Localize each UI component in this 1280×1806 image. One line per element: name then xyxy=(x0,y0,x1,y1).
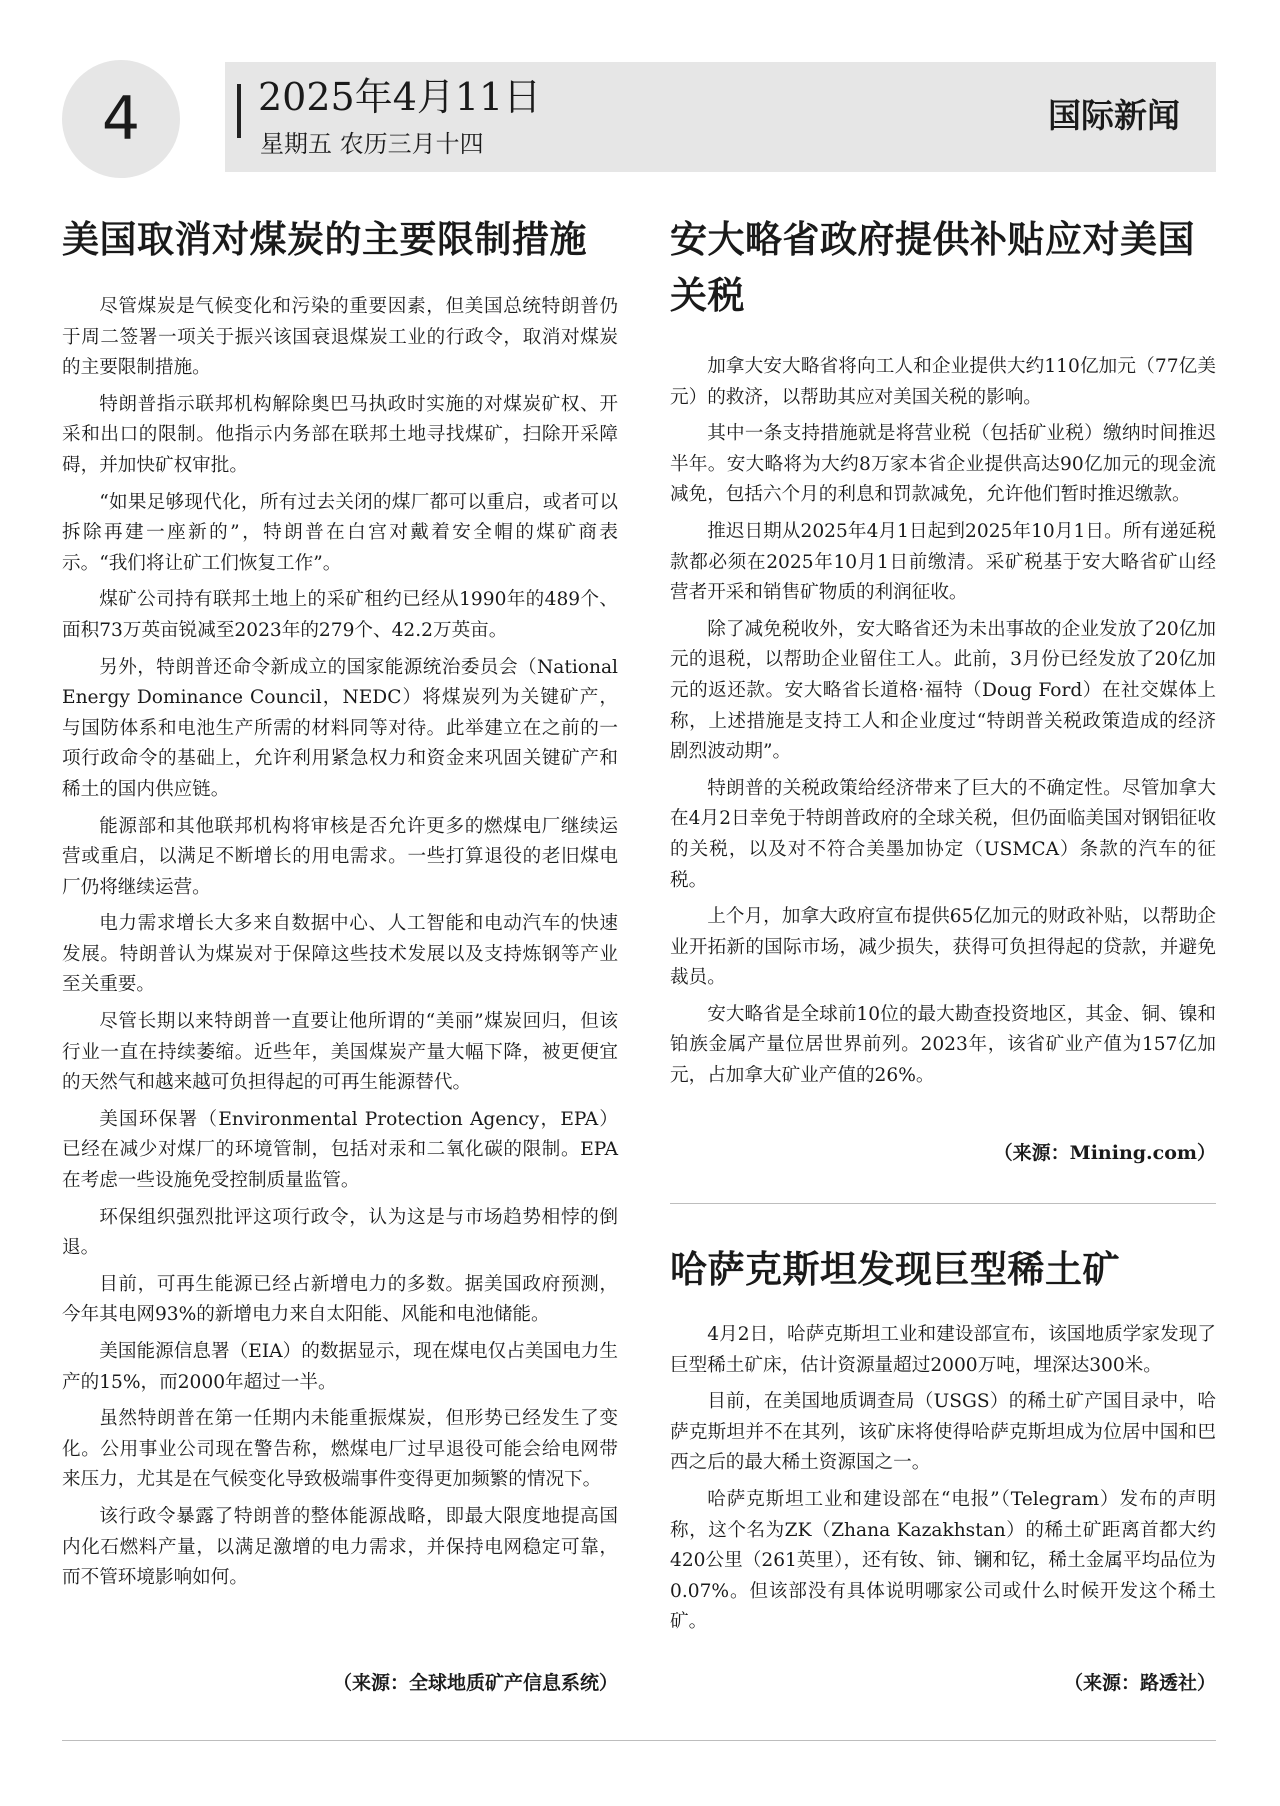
article-kazakhstan xyxy=(670,1242,1216,1298)
article-coal-paragraph: 尽管煤炭是气候变化和污染的重要因素，但美国总统特朗普仍于周二签署一项关于振兴该国衰退煤炭工业的行政令，取消对煤炭的主要限制措施。 xyxy=(62,296,618,379)
article-kazakhstan-body xyxy=(670,1320,1216,1644)
article-ontario-paragraph: 加拿大安大略省将向工人和企业提供大约110亿加元（77亿美元）的救济，以帮助其应对美国关税的影响。 xyxy=(670,356,1216,408)
article-ontario-paragraph: 除了减免税收外，安大略省还为未出事故的企业发放了20亿加元的退税，以帮助企业留住工人。此前，3月份已经发放了20亿加元的返还款。安大略省长道格·福特（Doug Ford）在社交媒体上称，上述措施是支持工人和企业度过“特朗普关税政策造成的经济剧烈波动期”。 xyxy=(670,618,1216,763)
article-coal-paragraph: 电力需求增长大多来自数据中心、人工智能和电动汽车的快速发展。特朗普认为煤炭对于保障这些技术发展以及支持炼钢等产业至关重要。 xyxy=(62,913,618,996)
article-kazakhstan-source: （来源：路透社） xyxy=(1063,1672,1216,1694)
article-coal-paragraph: 环保组织强烈批评这项行政令，认为这是与市场趋势相悖的倒退。 xyxy=(62,1206,618,1259)
article-coal-paragraph: 特朗普指示联邦机构解除奥巴马执政时实施的对煤炭矿权、开采和出口的限制。他指示内务部在联邦土地寻找煤矿，扫除开采障碍，并加快矿权审批。 xyxy=(62,393,618,476)
masthead-divider xyxy=(237,84,241,138)
issue-date: 2025年4月11日 xyxy=(258,75,542,119)
article-coal-body xyxy=(62,292,618,1600)
article-ontario xyxy=(670,212,1216,324)
article-ontario-source: （来源：Mining.com） xyxy=(993,1142,1216,1164)
article-ontario-paragraph: 其中一条支持措施就是将营业税（包括矿业税）缴纳时间推迟半年。安大略将为大约8万家本省企业提供高达90亿加元的现金流减免，包括六个月的利息和罚款减免，允许他们暂时推迟缴款。 xyxy=(670,423,1216,506)
article-coal-paragraph: “如果足够现代化，所有过去关闭的煤厂都可以重启，或者可以拆除再建一座新的”，特朗普在白宫对戴着安全帽的煤矿商表示。“我们将让矿工们恢复工作”。 xyxy=(62,491,618,574)
article-coal-paragraph: 目前，可再生能源已经占新增电力的多数。据美国政府预测，今年其电网93%的新增电力来自太阳能、风能和电池储能。 xyxy=(62,1273,618,1326)
article-coal-paragraph: 尽管长期以来特朗普一直要让他所谓的“美丽”煤炭回归，但该行业一直在持续萎缩。近些年，美国煤炭产量大幅下降，被更便宜的天然气和越来越可负担得起的可再生能源替代。 xyxy=(62,1011,618,1094)
issue-weekday-lunar: 星期五 农历三月十四 xyxy=(260,130,484,158)
article-coal-paragraph: 煤矿公司持有联邦土地上的采矿租约已经从1990年的489个、面积73万英亩锐减至2023年的279个、42.2万英亩。 xyxy=(62,589,618,641)
article-coal-paragraph: 美国能源信息署（EIA）的数据显示，现在煤电仅占美国电力生产的15%，而2000年超过一半。 xyxy=(62,1341,618,1393)
article-ontario-paragraph: 上个月，加拿大政府宣布提供65亿加元的财政补贴，以帮助企业开拓新的国际市场，减少损失，获得可负担得起的贷款，并避免裁员。 xyxy=(670,906,1216,989)
article-kazakhstan-headline: 哈萨克斯坦发现巨型稀土矿 xyxy=(670,1248,1120,1291)
page-bottom-rule xyxy=(62,1740,1216,1741)
article-coal-paragraph: 虽然特朗普在第一任期内未能重振煤炭，但形势已经发生了变化。公用事业公司现在警告称，燃煤电厂过早退役可能会给电网带来压力，尤其是在气候变化导致极端事件变得更加频繁的情况下。 xyxy=(62,1408,618,1491)
article-coal-paragraph: 能源部和其他联邦机构将审核是否允许更多的燃煤电厂继续运营或重启，以满足不断增长的用电需求。一些打算退役的老旧煤电厂仍将继续运营。 xyxy=(62,815,618,898)
page-number-badge xyxy=(62,60,180,178)
page-number: 4 xyxy=(101,84,141,154)
article-kazakhstan-paragraph: 目前，在美国地质调查局（USGS）的稀土矿产国目录中，哈萨克斯坦并不在其列，该矿床将使得哈萨克斯坦成为位居中国和巴西之后的最大稀土资源国之一。 xyxy=(670,1391,1216,1474)
article-kazakhstan-paragraph: 4月2日，哈萨克斯坦工业和建设部宣布，该国地质学家发现了巨型稀土矿床，估计资源量超过2000万吨，埋深达300米。 xyxy=(670,1324,1216,1376)
article-ontario-headline: 安大略省政府提供补贴应对美国关税 xyxy=(670,218,1195,317)
article-coal-paragraph: 另外，特朗普还命令新成立的国家能源统治委员会（National Energy Dominance Council，NEDC）将煤炭列为关键矿产，与国防体系和电池生产所需的材料同等对待。此举建立在之前的一项行政命令的基础上，允许利用紧急权力和资金来巩固关键矿产和稀土的国内供应链。 xyxy=(62,656,618,800)
article-ontario-paragraph: 推迟日期从2025年4月1日起到2025年10月1日。所有递延税款都必须在2025年10月1日前缴清。采矿税基于安大略省矿山经营者开采和销售矿物质的利润征收。 xyxy=(670,520,1216,604)
article-kazakhstan-paragraph: 哈萨克斯坦工业和建设部在“电报”（Telegram）发布的声明称，这个名为ZK（Zhana Kazakhstan）的稀土矿距离首都大约420公里（261英里），还有钕、铈、镧和钇，稀土金属平均品位为0.07%。但该部没有具体说明哪家公司或什么时候开发这个稀土矿。 xyxy=(670,1488,1216,1633)
article-coal-headline: 美国取消对煤炭的主要限制措施 xyxy=(62,218,587,261)
article-ontario-paragraph: 安大略省是全球前10位的最大勘查投资地区，其金、铜、镍和铂族金属产量位居世界前列。2023年，该省矿业产值为157亿加元，占加拿大矿业产值的26%。 xyxy=(670,1003,1216,1087)
section-title: 国际新闻 xyxy=(1048,96,1180,135)
article-coal xyxy=(62,212,618,268)
article-ontario-body xyxy=(670,352,1216,1098)
article-coal-source: （来源：全球地质矿产信息系统） xyxy=(332,1672,618,1694)
article-divider xyxy=(670,1203,1216,1204)
article-coal-paragraph: 美国环保署（Environmental Protection Agency，EPA）已经在减少对煤厂的环境管制，包括对汞和二氧化碳的限制。EPA在考虑一些设施免受控制质量监管。 xyxy=(62,1108,618,1192)
article-coal-paragraph: 该行政令暴露了特朗普的整体能源战略，即最大限度地提高国内化石燃料产量，以满足激增的电力需求，并保持电网稳定可靠，而不管环境影响如何。 xyxy=(62,1505,618,1589)
article-ontario-paragraph: 特朗普的关税政策给经济带来了巨大的不确定性。尽管加拿大在4月2日幸免于特朗普政府的全球关税，但仍面临美国对钢铝征收的关税，以及对不符合美墨加协定（USMCA）条款的汽车的征税。 xyxy=(670,777,1216,891)
